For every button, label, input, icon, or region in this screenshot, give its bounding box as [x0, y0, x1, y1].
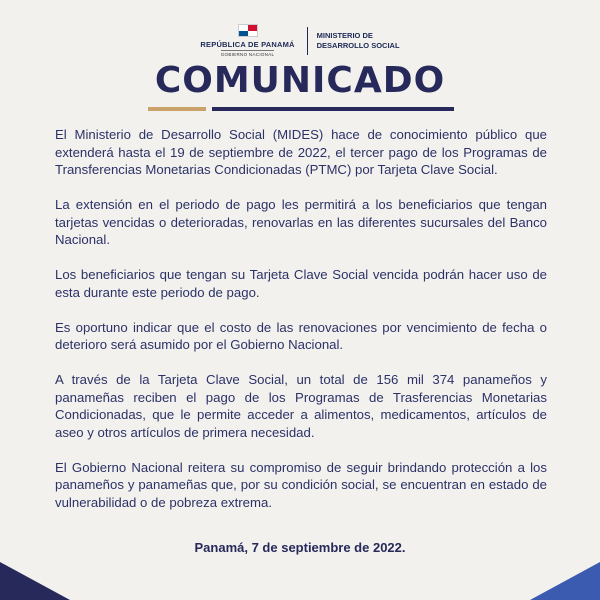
paragraph-3: Los beneficiarios que tengan su Tarjeta Clave Social vencida podrán hacer uso de esta durante este periodo de pago.	[55, 267, 547, 300]
ministry-logo	[308, 31, 400, 51]
republic-name: REPÚBLICA DE PANAMÁ	[200, 40, 295, 49]
title-underline-gold	[148, 107, 206, 111]
header	[0, 24, 600, 57]
paragraph-6: El Gobierno Nacional reitera su compromiso de seguir brindando protección a los panameños y panameñas que, por su condición social, se encuentran en estado de vulnerabilidad o de pobreza extrema.	[55, 459, 547, 510]
corner-decoration-right	[530, 562, 600, 600]
paragraph-4: Es oportuno indicar que el costo de las renovaciones por vencimiento de fecha o deterioro será asumido por el Gobierno Nacional.	[55, 319, 547, 352]
date-line: Panamá, 7 de septiembre de 2022.	[194, 540, 406, 555]
republic-subtitle: GOBIERNO NACIONAL	[220, 52, 275, 57]
ministry-line-1: MINISTERIO DE	[316, 30, 373, 40]
paragraph-5: A través de la Tarjeta Clave Social, un total de 156 mil 374 panameños y panameñas reciben el pago de los Programas de Trasferencias Monetarias Condicionadas, que le permite acceder a alimentos, medicamentos, artículos de aseo y otros artículos de primera necesidad.	[55, 372, 547, 440]
page-title: COMUNICADO	[154, 60, 446, 101]
corner-decoration-left	[0, 562, 70, 600]
panama-flag-icon	[238, 24, 258, 37]
paragraph-2: La extensión en el periodo de pago les permitirá a los beneficiarios que tengan tarjetas vencidas o deterioradas, renovarlas en las diferentes sucursales del Banco Nacional.	[55, 197, 547, 247]
republic-logo	[200, 24, 306, 57]
communique-body	[55, 126, 547, 529]
paragraph-1: El Ministerio de Desarrollo Social (MIDES) hace de conocimiento público que extenderá hasta el 19 de septiembre de 2022, el tercer pago de los Programas de Transferencias Monetarias Condicionadas (PTMC) por Tarjeta Clave Social.	[55, 127, 547, 177]
ministry-line-2: DESARROLLO SOCIAL	[316, 40, 400, 50]
title-underline-navy	[212, 107, 454, 111]
